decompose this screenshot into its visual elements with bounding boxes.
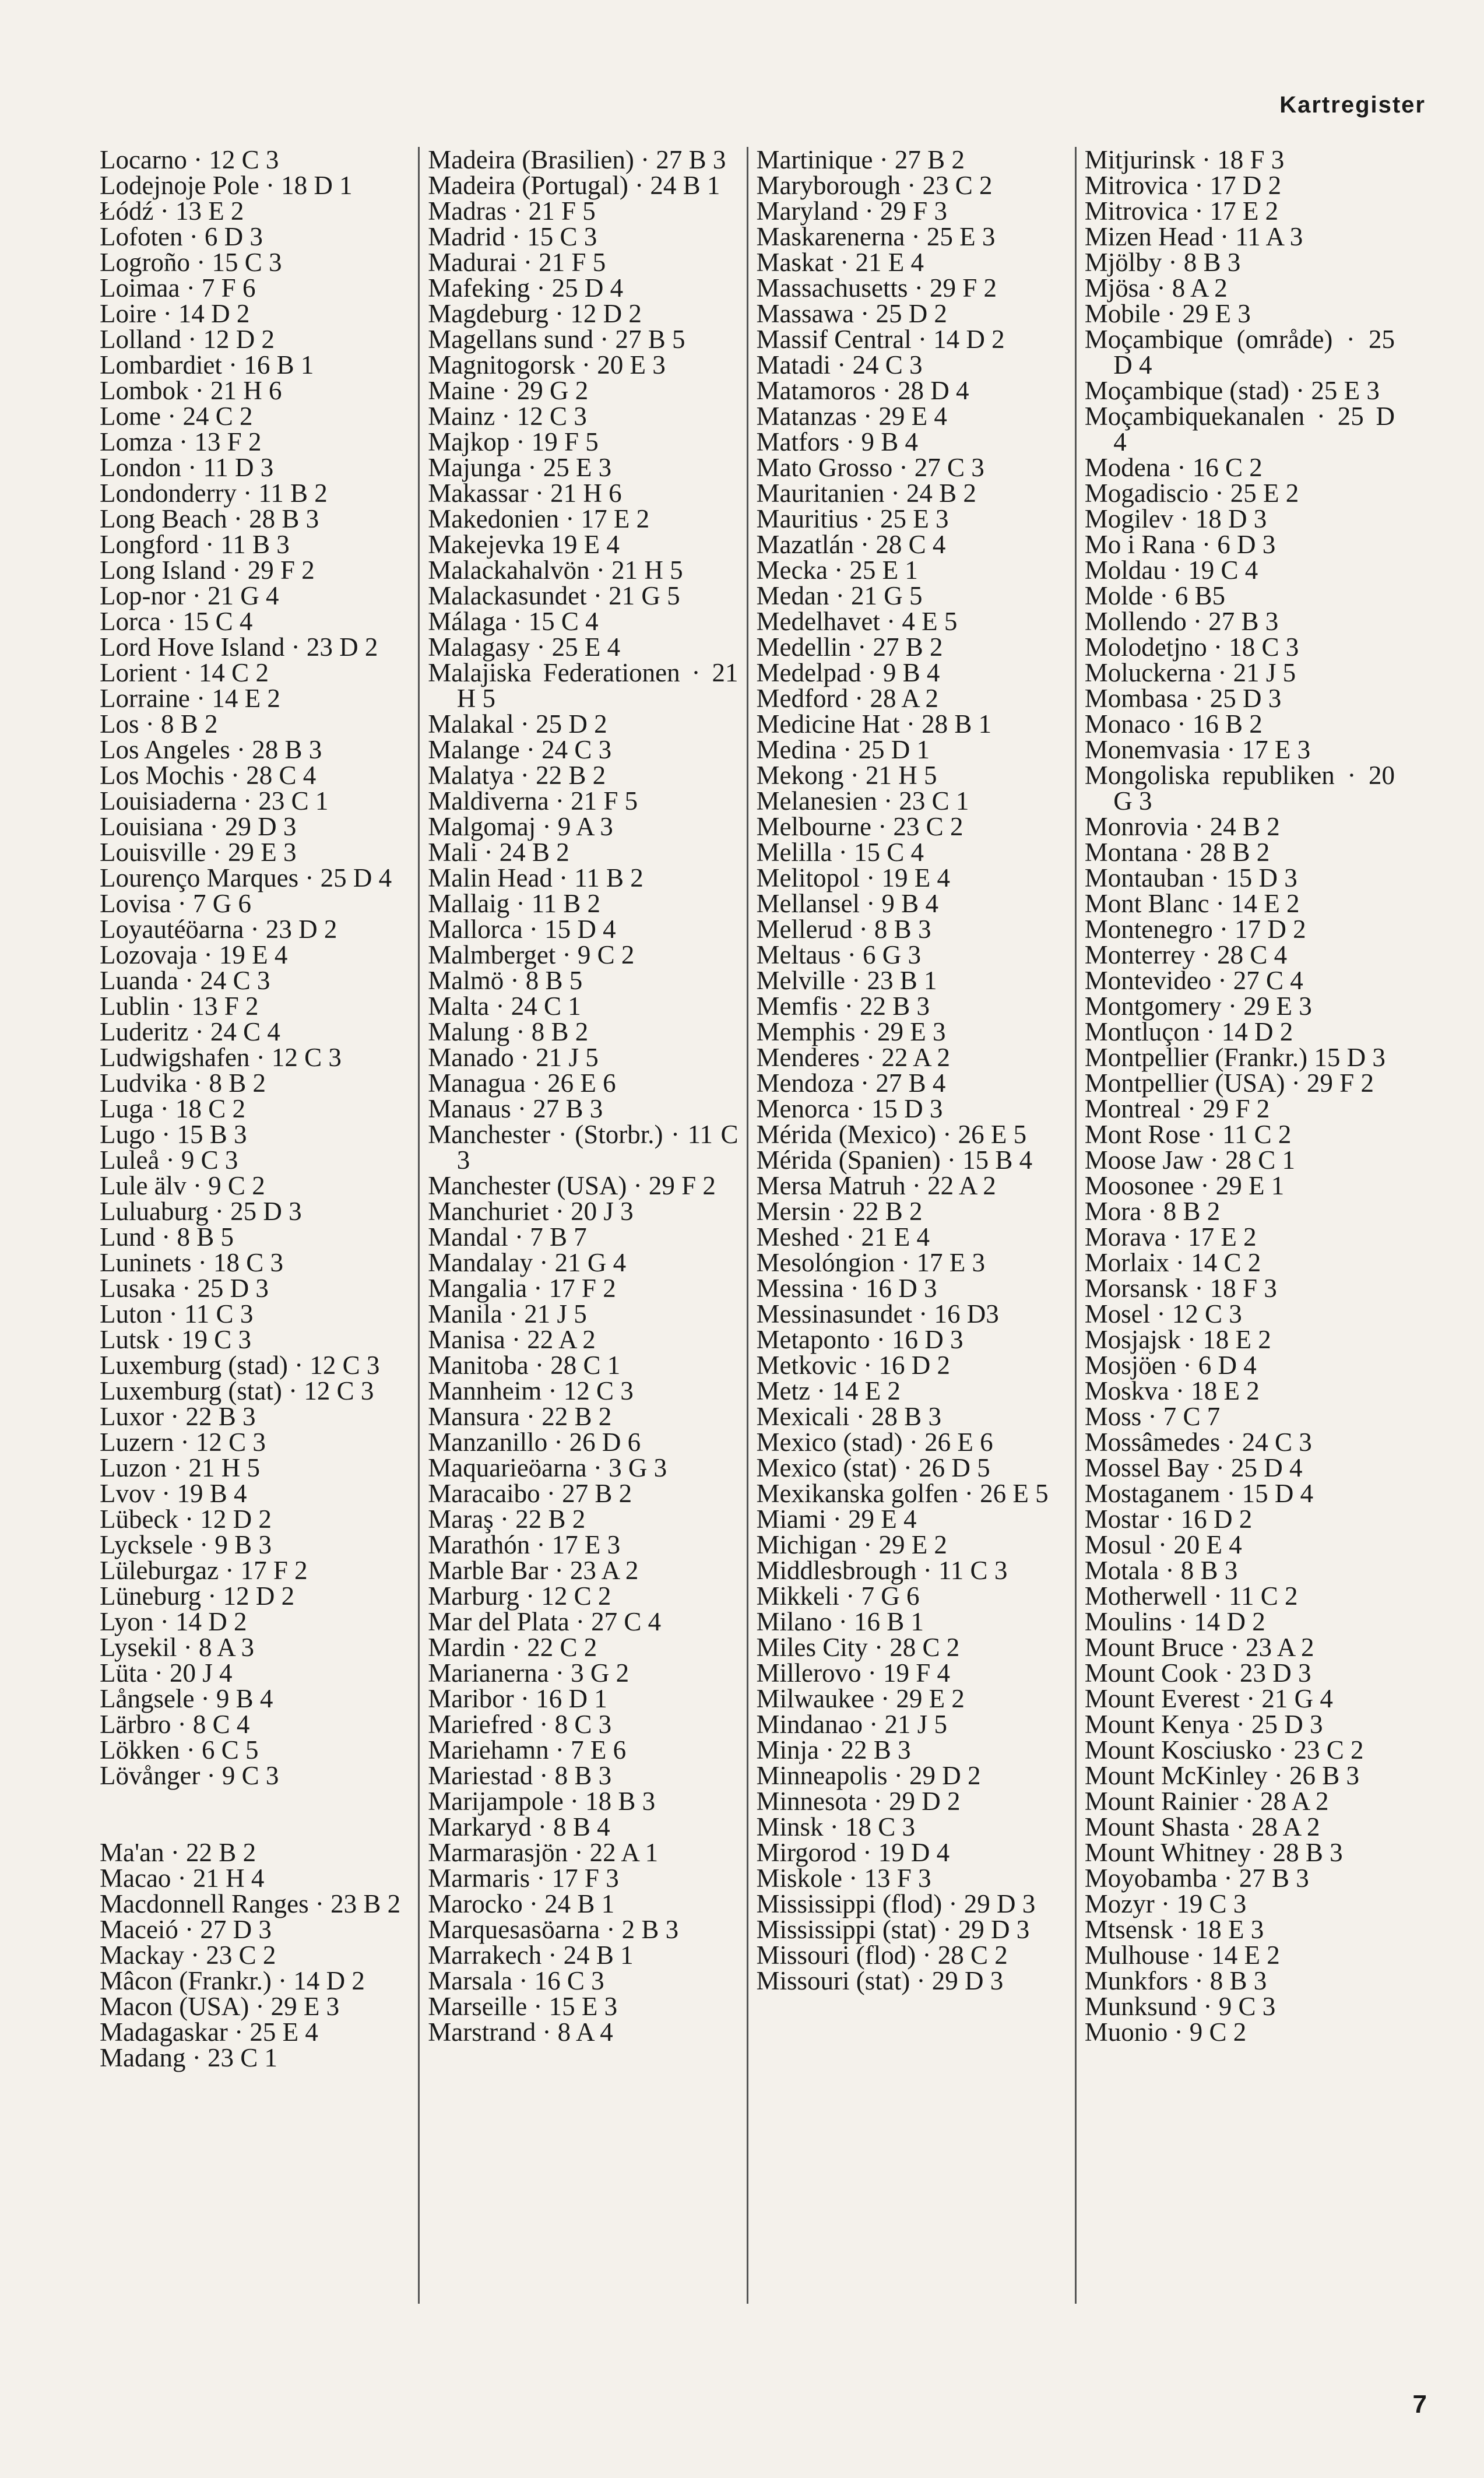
index-entry: Motala · 8 B 3 [1084,1556,1238,1585]
index-entry: Munkfors · 8 B 3 [1084,1966,1267,1995]
index-entry: Marathón · 17 E 3 [428,1530,621,1559]
index-entry: Mauritanien · 24 B 2 [756,479,976,508]
index-entry: Lund · 8 B 5 [100,1222,234,1252]
index-entry: Moyobamba · 27 B 3 [1084,1864,1309,1893]
index-entry: Memfis · 22 B 3 [756,992,930,1021]
index-entry: Mitrovica · 17 D 2 [1084,171,1282,200]
index-entry: Maine · 29 G 2 [428,376,589,405]
index-entry: Loyautéöarna · 23 D 2 [100,915,337,944]
index-entry: Loire · 14 D 2 [100,299,250,328]
index-entry: Mombasa · 25 D 3 [1084,684,1282,713]
index-entry: Los · 8 B 2 [100,709,218,739]
index-entry: Mendoza · 27 B 4 [756,1068,946,1098]
index-entry: Melilla · 15 C 4 [756,838,924,867]
index-entry: Mo i Rana · 6 D 3 [1084,530,1276,559]
index-entry: Mannheim · 12 C 3 [428,1376,634,1405]
index-entry: Maribor · 16 D 1 [428,1684,607,1713]
index-entry: Molodetjno · 18 C 3 [1084,632,1299,662]
index-entry: Missouri (stat) · 29 D 3 [756,1966,1004,1995]
index-entry: Maryborough · 23 C 2 [756,171,993,200]
index-entry: Mesolóngion · 17 E 3 [756,1248,985,1277]
index-entry: Maceió · 27 D 3 [100,1915,272,1944]
index-entry: Łódź · 13 E 2 [100,196,244,226]
index-entry: Lutsk · 19 C 3 [100,1325,252,1354]
index-entry: Mizen Head · 11 A 3 [1084,222,1303,251]
index-entry: Macon (USA) · 29 E 3 [100,1992,340,2021]
index-entry: Mauritius · 25 E 3 [756,504,949,533]
index-entry: Montpellier (USA) · 29 F 2 [1084,1068,1374,1098]
index-entry: Mato Grosso · 27 C 3 [756,453,984,482]
index-entry: Marquesasöarna · 2 B 3 [428,1915,679,1944]
index-entry: Medina · 25 D 1 [756,735,930,764]
index-entry: Miskole · 13 F 3 [756,1864,931,1893]
index-entry: Morlaix · 14 C 2 [1084,1248,1261,1277]
index-entry: Mogadiscio · 25 E 2 [1084,479,1299,508]
index-entry: Mallaig · 11 B 2 [428,889,601,918]
index-entry: Mount Cook · 23 D 3 [1084,1658,1311,1688]
index-entry: Lombok · 21 H 6 [100,376,282,405]
index-entry: Mississippi (flod) · 29 D 3 [756,1889,1036,1918]
index-entry: Long Island · 29 F 2 [100,556,315,585]
index-entry: Montreal · 29 F 2 [1084,1094,1270,1123]
index-entry: Munksund · 9 C 3 [1084,1992,1276,2021]
index-entry: Långsele · 9 B 4 [100,1684,273,1713]
index-entry: Luzern · 12 C 3 [100,1428,266,1457]
index-entry: Mersa Matruh · 22 A 2 [756,1171,996,1200]
index-entry: Matfors · 9 B 4 [756,427,918,456]
index-entry: Mérida (Mexico) · 26 E 5 [756,1120,1027,1149]
index-entry: Mangalia · 17 F 2 [428,1274,616,1303]
index-entry: Moluckerna · 21 J 5 [1084,658,1296,687]
index-entry: Matanzas · 29 E 4 [756,402,947,431]
index-entry: Medan · 21 G 5 [756,581,923,610]
index-entry: Mosel · 12 C 3 [1084,1299,1242,1328]
index-entry: Mount Whitney · 28 B 3 [1084,1838,1343,1867]
index-entry: Majkop · 19 F 5 [428,427,599,456]
index-column-3 [747,147,1075,2304]
index-entry: Mount McKinley · 26 B 3 [1084,1761,1359,1790]
index-column-4 [1075,147,1403,2304]
index-entry: Mount Bruce · 23 A 2 [1084,1633,1314,1662]
index-entry: Mongoliska republiken · 20 G 3 [1084,761,1395,816]
index-entry: Marrakech · 24 B 1 [428,1941,634,1970]
index-entry: Mandalay · 21 G 4 [428,1248,627,1277]
index-entry: Milwaukee · 29 E 2 [756,1684,965,1713]
index-entry: Miles City · 28 C 2 [756,1633,960,1662]
index-entry: Macdonnell Ranges · 23 B 2 [100,1889,401,1918]
index-entry: Maskarenerna · 25 E 3 [756,222,996,251]
index-entry: Mosul · 20 E 4 [1084,1530,1242,1559]
index-entry: Marble Bar · 23 A 2 [428,1556,639,1585]
index-entry: Mansura · 22 B 2 [428,1402,612,1431]
index-entry: Moose Jaw · 28 C 1 [1084,1145,1295,1175]
index-entry: Metaponto · 16 D 3 [756,1325,963,1354]
index-entry: Lärbro · 8 C 4 [100,1710,250,1739]
index-entry: Mossel Bay · 25 D 4 [1084,1453,1303,1482]
index-entry: Malackasundet · 21 G 5 [428,581,680,610]
index-entry: Mexico (stad) · 26 E 6 [756,1428,993,1457]
index-entry: Michigan · 29 E 2 [756,1530,947,1559]
index-entry: Luleå · 9 C 3 [100,1145,238,1175]
index-entry: Madagaskar · 25 E 4 [100,2017,318,2047]
index-entry: Massif Central · 14 D 2 [756,325,1005,354]
index-entry: Mostar · 16 D 2 [1084,1505,1253,1534]
index-entry: Markaryd · 8 B 4 [428,1812,610,1841]
index-entry: Lugo · 15 B 3 [100,1120,247,1149]
index-entry: Louisiaderna · 23 C 1 [100,786,329,816]
index-entry: Mora · 8 B 2 [1084,1197,1221,1226]
index-entry: Mandal · 7 B 7 [428,1222,587,1252]
index-entry: Malackahalvön · 21 H 5 [428,556,683,585]
index-entry: Lombardiet · 16 B 1 [100,350,314,379]
index-entry: Lövånger · 9 C 3 [100,1761,279,1790]
index-entry: Luderitz · 24 C 4 [100,1017,280,1046]
index-entry: Mount Kosciusko · 23 C 2 [1084,1735,1364,1765]
index-entry: Lome · 24 C 2 [100,402,253,431]
index-entry: Mjösa · 8 A 2 [1084,273,1228,303]
index-entry: Mont Rose · 11 C 2 [1084,1120,1292,1149]
index-entry: Malung · 8 B 2 [428,1017,589,1046]
index-entry: Metkovic · 16 D 2 [756,1351,950,1380]
index-entry: Moss · 7 C 7 [1084,1402,1221,1431]
index-entry: Luanda · 24 C 3 [100,966,270,995]
index-entry: Martinique · 27 B 2 [756,145,965,174]
index-entry: Massachusetts · 29 F 2 [756,273,997,303]
index-column-1 [92,147,418,2304]
index-entry: Mont Blanc · 14 E 2 [1084,889,1300,918]
index-entry: Magdeburg · 12 D 2 [428,299,642,328]
index-columns [92,147,1403,2304]
index-entry: Marsala · 16 C 3 [428,1966,604,1995]
index-entry: Lycksele · 9 B 3 [100,1530,272,1559]
index-entry: Marocko · 24 B 1 [428,1889,615,1918]
index-entry: Mellansel · 9 B 4 [756,889,938,918]
index-entry: Madurai · 21 F 5 [428,248,606,277]
index-entry: Manchester (USA) · 29 F 2 [428,1171,716,1200]
index-entry: Maraş · 22 B 2 [428,1505,586,1534]
index-entry: Mersin · 22 B 2 [756,1197,923,1226]
index-entry: Lusaka · 25 D 3 [100,1274,269,1303]
index-entry: Manchuriet · 20 J 3 [428,1197,634,1226]
index-entry: Mount Kenya · 25 D 3 [1084,1710,1323,1739]
index-entry: Mount Everest · 21 G 4 [1084,1684,1333,1713]
index-entry: Mollendo · 27 B 3 [1084,607,1279,636]
index-entry: Mount Rainier · 28 A 2 [1084,1787,1329,1816]
index-entry: Lord Hove Island · 23 D 2 [100,632,378,662]
index-entry: Mossâmedes · 24 C 3 [1084,1428,1312,1457]
index-entry: Muonio · 9 C 2 [1084,2017,1247,2047]
index-entry: Loimaa · 7 F 6 [100,273,256,303]
index-entry: Molde · 6 B5 [1084,581,1225,610]
index-entry: Meltaus · 6 G 3 [756,940,921,969]
index-entry: Luzon · 21 H 5 [100,1453,260,1482]
index-entry: Moosonee · 29 E 1 [1084,1171,1285,1200]
index-entry: Long Beach · 28 B 3 [100,504,319,533]
index-entry: Madeira (Brasilien) · 27 B 3 [428,145,726,174]
index-entry: Montpellier (Frankr.) 15 D 3 [1084,1043,1385,1072]
index-entry: Ludwigshafen · 12 C 3 [100,1043,342,1072]
index-entry: Mjölby · 8 B 3 [1084,248,1241,277]
index-entry: Luxor · 22 B 3 [100,1402,256,1431]
index-entry: Longford · 11 B 3 [100,530,290,559]
index-entry: Menderes · 22 A 2 [756,1043,950,1072]
index-entry: Maquarieöarna · 3 G 3 [428,1453,667,1482]
index-entry: Milano · 16 B 1 [756,1607,924,1636]
index-entry: Luton · 11 C 3 [100,1299,254,1328]
index-entry: Mirgorod · 19 D 4 [756,1838,950,1867]
index-entry: Makejevka 19 E 4 [428,530,620,559]
index-entry: Lovisa · 7 G 6 [100,889,251,918]
index-entry: Mariestad · 8 B 3 [428,1761,612,1790]
index-entry: Ma'an · 22 B 2 [100,1838,256,1867]
index-entry: Manzanillo · 26 D 6 [428,1428,641,1457]
index-entry: Messina · 16 D 3 [756,1274,937,1303]
index-entry: Mozyr · 19 C 3 [1084,1889,1247,1918]
index-entry: Lübeck · 12 D 2 [100,1505,272,1534]
index-entry: Mekong · 21 H 5 [756,761,937,790]
index-entry: Ludvika · 8 B 2 [100,1068,266,1098]
index-entry: Marmarasjön · 22 A 1 [428,1838,659,1867]
index-entry: Logroño · 15 C 3 [100,248,282,277]
index-entry: Mâcon (Frankr.) · 14 D 2 [100,1966,365,1995]
index-entry: Maracaibo · 27 B 2 [428,1479,632,1508]
index-entry: Lourenço Marques · 25 D 4 [100,863,392,892]
index-entry: Lüleburgaz · 17 F 2 [100,1556,308,1585]
index-entry: Malagasy · 25 E 4 [428,632,621,662]
index-entry: Miami · 29 E 4 [756,1505,917,1534]
index-entry: Madrid · 15 C 3 [428,222,597,251]
index-entry: Montenegro · 17 D 2 [1084,915,1306,944]
index-entry: Mariehamn · 7 E 6 [428,1735,627,1765]
index-entry: Manado · 21 J 5 [428,1043,599,1072]
index-entry: Madeira (Portugal) · 24 B 1 [428,171,720,200]
index-entry: Malin Head · 11 B 2 [428,863,643,892]
index-entry: Menorca · 15 D 3 [756,1094,943,1123]
index-entry: Lorient · 14 C 2 [100,658,269,687]
index-entry: Malmö · 8 B 5 [428,966,583,995]
index-entry: Lvov · 19 B 4 [100,1479,247,1508]
index-entry: Luninets · 18 C 3 [100,1248,283,1277]
index-entry: Málaga · 15 C 4 [428,607,599,636]
index-entry: Lop-nor · 21 G 4 [100,581,279,610]
index-entry: Moskva · 18 E 2 [1084,1376,1260,1405]
index-entry: Macao · 21 H 4 [100,1864,265,1893]
index-entry: Manitoba · 28 C 1 [428,1351,621,1380]
index-entry: London · 11 D 3 [100,453,274,482]
index-entry: Morsansk · 18 F 3 [1084,1274,1277,1303]
index-entry: Montauban · 15 D 3 [1084,863,1297,892]
index-entry: Magellans sund · 27 B 5 [428,325,685,354]
index-entry: Mitjurinsk · 18 F 3 [1084,145,1285,174]
index-entry: Louisiana · 29 D 3 [100,812,297,841]
index-entry: Madras · 21 F 5 [428,196,596,226]
index-column-2 [418,147,746,2304]
index-entry: Marijampole · 18 B 3 [428,1787,656,1816]
index-entry: Melitopol · 19 E 4 [756,863,950,892]
index-entry: Makassar · 21 H 6 [428,479,622,508]
index-entry: Maryland · 29 F 3 [756,196,947,226]
index-entry: Matamoros · 28 D 4 [756,376,969,405]
index-entry: Marseille · 15 E 3 [428,1992,618,2021]
index-entry: Massawa · 25 D 2 [756,299,947,328]
index-entry: Mackay · 23 C 2 [100,1941,276,1970]
index-entry: Malta · 24 C 1 [428,992,581,1021]
index-entry: Makedonien · 17 E 2 [428,504,650,533]
index-entry: Malajiska Federationen · 21 H 5 [428,658,739,713]
index-entry: Melville · 23 B 1 [756,966,937,995]
index-entry: Lozovaja · 19 E 4 [100,940,288,969]
index-entry: Mexicali · 28 B 3 [756,1402,941,1431]
index-entry: Lofoten · 6 D 3 [100,222,263,251]
index-entry: Moulins · 14 D 2 [1084,1607,1265,1636]
index-entry: Los Mochis · 28 C 4 [100,761,317,790]
index-entry: Meshed · 21 E 4 [756,1222,930,1252]
index-entry: Lüneburg · 12 D 2 [100,1581,295,1611]
index-entry: Lyon · 14 D 2 [100,1607,247,1636]
index-entry: Lorraine · 14 E 2 [100,684,280,713]
index-entry: Lökken · 6 C 5 [100,1735,259,1765]
index-entry: Mexikanska golfen · 26 E 5 [756,1479,1049,1508]
index-entry: Lüta · 20 J 4 [100,1658,233,1688]
index-entry: Malakal · 25 D 2 [428,709,607,739]
index-entry: Montevideo · 27 C 4 [1084,966,1303,995]
index-entry: Mariefred · 8 C 3 [428,1710,612,1739]
index-entry: Moçambique (stad) · 25 E 3 [1084,376,1380,405]
index-entry: Medelhavet · 4 E 5 [756,607,958,636]
index-entry: Modena · 16 C 2 [1084,453,1263,482]
index-entry: Manchester · (Storbr.) · 11 C 3 [428,1120,739,1175]
index-entry: Mogilev · 18 D 3 [1084,504,1267,533]
index-entry: Luga · 18 C 2 [100,1094,245,1123]
index-entry: Lublin · 13 F 2 [100,992,259,1021]
index-entry: Matadi · 24 C 3 [756,350,923,379]
index-entry: Montgomery · 29 E 3 [1084,992,1312,1021]
index-entry: Luxemburg (stat) · 12 C 3 [100,1376,374,1405]
index-entry: Lodejnoje Pole · 18 D 1 [100,171,353,200]
index-entry: Mellerud · 8 B 3 [756,915,931,944]
index-entry: Mosjajsk · 18 E 2 [1084,1325,1271,1354]
index-entry: Memphis · 29 E 3 [756,1017,946,1046]
index-entry: Minja · 22 B 3 [756,1735,911,1765]
index-entry: Mosjöen · 6 D 4 [1084,1351,1257,1380]
index-entry: Monaco · 16 B 2 [1084,709,1263,739]
index-entry: Manaus · 27 B 3 [428,1094,603,1123]
index-entry: Mexico (stat) · 26 D 5 [756,1453,990,1482]
index-entry: Mississippi (stat) · 29 D 3 [756,1915,1030,1944]
index-entry: Mallorca · 15 D 4 [428,915,616,944]
index-entry: Malatya · 22 B 2 [428,761,606,790]
index-entry: Magnitogorsk · 20 E 3 [428,350,666,379]
index-entry: Mafeking · 25 D 4 [428,273,624,303]
index-entry: Maskat · 21 E 4 [756,248,924,277]
index-entry: Motherwell · 11 C 2 [1084,1581,1298,1611]
index-entry: Montluçon · 14 D 2 [1084,1017,1293,1046]
index-entry: Londonderry · 11 B 2 [100,479,328,508]
index-entry: Minnesota · 29 D 2 [756,1787,961,1816]
index-entry: Mount Shasta · 28 A 2 [1084,1812,1320,1841]
index-entry: Mikkeli · 7 G 6 [756,1581,920,1611]
index-entry: Marianerna · 3 G 2 [428,1658,630,1688]
index-entry: Locarno · 12 C 3 [100,145,279,174]
index-entry: Moldau · 19 C 4 [1084,556,1258,585]
index-entry: Middlesbrough · 11 C 3 [756,1556,1008,1585]
index-entry: Luxemburg (stad) · 12 C 3 [100,1351,380,1380]
index-entry: Mindanao · 21 J 5 [756,1710,947,1739]
index-entry: Mecka · 25 E 1 [756,556,918,585]
index-entry: Lolland · 12 D 2 [100,325,275,354]
index-entry: Monemvasia · 17 E 3 [1084,735,1311,764]
index-entry: Medelpad · 9 B 4 [756,658,940,687]
letter-gap [100,1788,410,1840]
index-entry: Marstrand · 8 A 4 [428,2017,613,2047]
index-entry: Lule älv · 9 C 2 [100,1171,265,1200]
index-entry: Melbourne · 23 C 2 [756,812,963,841]
index-entry: Melanesien · 23 C 1 [756,786,969,816]
index-entry: Los Angeles · 28 B 3 [100,735,322,764]
index-entry: Mtsensk · 18 E 3 [1084,1915,1264,1944]
index-entry: Mitrovica · 17 E 2 [1084,196,1279,226]
index-entry: Mulhouse · 14 E 2 [1084,1941,1280,1970]
index-entry: Maldiverna · 21 F 5 [428,786,638,816]
index-entry: Lorca · 15 C 4 [100,607,253,636]
index-entry: Medellin · 27 B 2 [756,632,943,662]
index-entry: Mar del Plata · 27 C 4 [428,1607,662,1636]
index-entry: Madang · 23 C 1 [100,2043,277,2072]
index-entry: Lysekil · 8 A 3 [100,1633,255,1662]
index-entry: Luluaburg · 25 D 3 [100,1197,302,1226]
index-entry: Metz · 14 E 2 [756,1376,901,1405]
index-entry: Marburg · 12 C 2 [428,1581,611,1611]
index-entry: Malange · 24 C 3 [428,735,612,764]
index-entry: Mazatlán · 28 C 4 [756,530,946,559]
index-entry: Malmberget · 9 C 2 [428,940,635,969]
index-entry: Medford · 28 A 2 [756,684,938,713]
index-entry: Monterrey · 28 C 4 [1084,940,1288,969]
page-header: Kartregister [1279,92,1426,118]
page-number: 7 [1412,2390,1427,2419]
index-entry: Minneapolis · 29 D 2 [756,1761,981,1790]
index-entry: Montana · 28 B 2 [1084,838,1270,867]
index-entry: Louisville · 29 E 3 [100,838,297,867]
index-entry: Lomza · 13 F 2 [100,427,262,456]
index-entry: Mostaganem · 15 D 4 [1084,1479,1314,1508]
index-entry: Mérida (Spanien) · 15 B 4 [756,1145,1033,1175]
index-entry: Manisa · 22 A 2 [428,1325,596,1354]
index-entry: Moçambique (område) · 25 D 4 [1084,325,1395,379]
index-entry: Morava · 17 E 2 [1084,1222,1257,1252]
index-entry: Millerovo · 19 F 4 [756,1658,950,1688]
index-entry: Messinasundet · 16 D3 [756,1299,999,1328]
index-entry: Mali · 24 B 2 [428,838,569,867]
index-entry: Mardin · 22 C 2 [428,1633,597,1662]
index-entry: Monrovia · 24 B 2 [1084,812,1280,841]
index-entry: Marmaris · 17 F 3 [428,1864,619,1893]
index-entry: Malgomaj · 9 A 3 [428,812,613,841]
index-entry: Moçambiquekanalen · 25 D 4 [1084,402,1395,456]
index-entry: Missouri (flod) · 28 C 2 [756,1941,1008,1970]
index-entry: Minsk · 18 C 3 [756,1812,916,1841]
index-entry: Managua · 26 E 6 [428,1068,616,1098]
index-entry: Medicine Hat · 28 B 1 [756,709,992,739]
index-entry: Manila · 21 J 5 [428,1299,587,1328]
index-entry: Mobile · 29 E 3 [1084,299,1251,328]
index-entry: Mainz · 12 C 3 [428,402,587,431]
index-entry: Majunga · 25 E 3 [428,453,612,482]
